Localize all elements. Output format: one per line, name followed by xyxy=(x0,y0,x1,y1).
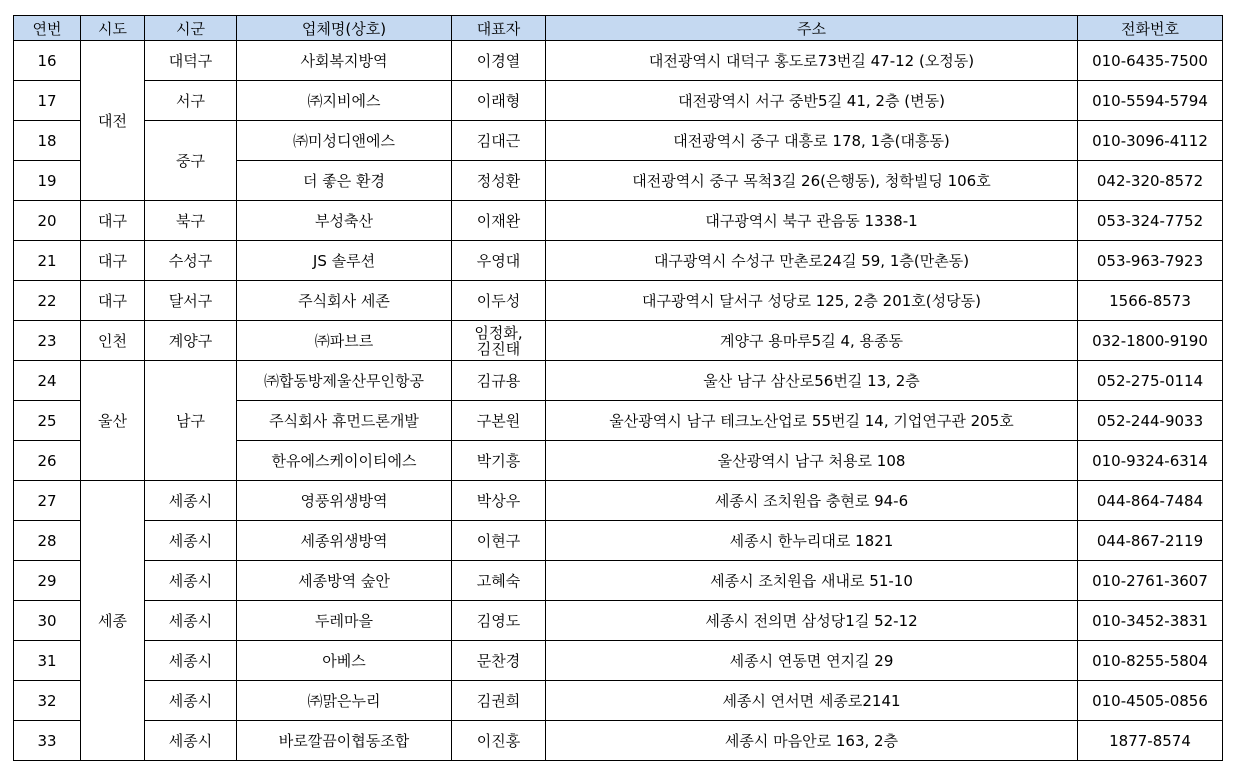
table-row xyxy=(14,81,1223,121)
cell-address: 대전광역시 중구 대흥로 178, 1층(대흥동) xyxy=(546,121,1078,161)
cell-company: 한유에스케이이티에스 xyxy=(237,441,452,481)
cell-address: 세종시 조치원읍 충현로 94-6 xyxy=(546,481,1078,521)
cell-rep: 박상우 xyxy=(452,481,546,521)
table-row xyxy=(14,521,1223,561)
cell-address: 대구광역시 달서구 성당로 125, 2층 201호(성당동) xyxy=(546,281,1078,321)
cell-no: 30 xyxy=(14,601,81,641)
cell-company: JS 솔루션 xyxy=(237,241,452,281)
cell-sigun: 세종시 xyxy=(145,641,237,681)
cell-rep: 우영대 xyxy=(452,241,546,281)
cell-phone: 010-3452-3831 xyxy=(1078,601,1223,641)
cell-phone: 053-963-7923 xyxy=(1078,241,1223,281)
table-row xyxy=(14,481,1223,521)
header-sido: 시도 xyxy=(81,16,145,41)
cell-rep: 이두성 xyxy=(452,281,546,321)
cell-address: 대전광역시 대덕구 홍도로73번길 47-12 (오정동) xyxy=(546,41,1078,81)
cell-phone: 010-2761-3607 xyxy=(1078,561,1223,601)
cell-company: ㈜미성디앤에스 xyxy=(237,121,452,161)
cell-no: 28 xyxy=(14,521,81,561)
cell-address: 세종시 전의면 삼성당1길 52-12 xyxy=(546,601,1078,641)
cell-no: 31 xyxy=(14,641,81,681)
table-row xyxy=(14,361,1223,401)
cell-rep: 김영도 xyxy=(452,601,546,641)
cell-sido: 울산 xyxy=(81,361,145,481)
table-row xyxy=(14,721,1223,761)
cell-address: 울산광역시 남구 처용로 108 xyxy=(546,441,1078,481)
cell-phone: 010-6435-7500 xyxy=(1078,41,1223,81)
header-row xyxy=(14,16,1223,41)
cell-company: 사회복지방역 xyxy=(237,41,452,81)
cell-address: 세종시 연서면 세종로2141 xyxy=(546,681,1078,721)
cell-company: ㈜합동방제울산무인항공 xyxy=(237,361,452,401)
cell-no: 17 xyxy=(14,81,81,121)
cell-sido: 인천 xyxy=(81,321,145,361)
cell-phone: 1877-8574 xyxy=(1078,721,1223,761)
cell-rep: 고혜숙 xyxy=(452,561,546,601)
cell-address: 대전광역시 중구 목척3길 26(은행동), 청학빌딩 106호 xyxy=(546,161,1078,201)
table-row xyxy=(14,681,1223,721)
cell-rep: 임정화, 김진태 xyxy=(452,321,546,361)
cell-company: ㈜지비에스 xyxy=(237,81,452,121)
cell-no: 21 xyxy=(14,241,81,281)
cell-company: 주식회사 휴먼드론개발 xyxy=(237,401,452,441)
cell-no: 22 xyxy=(14,281,81,321)
cell-address: 울산 남구 삼산로56번길 13, 2층 xyxy=(546,361,1078,401)
table-row xyxy=(14,41,1223,81)
cell-rep: 문찬경 xyxy=(452,641,546,681)
cell-no: 23 xyxy=(14,321,81,361)
cell-company: 아베스 xyxy=(237,641,452,681)
cell-sigun: 달서구 xyxy=(145,281,237,321)
cell-sigun: 북구 xyxy=(145,201,237,241)
header-company: 업체명(상호) xyxy=(237,16,452,41)
cell-no: 32 xyxy=(14,681,81,721)
cell-sigun: 세종시 xyxy=(145,681,237,721)
cell-company: 더 좋은 환경 xyxy=(237,161,452,201)
cell-phone: 010-3096-4112 xyxy=(1078,121,1223,161)
cell-sigun: 세종시 xyxy=(145,721,237,761)
cell-address: 계양구 용마루5길 4, 용종동 xyxy=(546,321,1078,361)
cell-company: ㈜파브르 xyxy=(237,321,452,361)
cell-sigun: 계양구 xyxy=(145,321,237,361)
cell-sigun: 세종시 xyxy=(145,521,237,561)
header-sigun: 시군 xyxy=(145,16,237,41)
cell-company: ㈜맑은누리 xyxy=(237,681,452,721)
cell-rep: 이래형 xyxy=(452,81,546,121)
cell-company: 세종위생방역 xyxy=(237,521,452,561)
cell-sigun: 남구 xyxy=(145,361,237,481)
cell-phone: 010-4505-0856 xyxy=(1078,681,1223,721)
cell-company: 부성축산 xyxy=(237,201,452,241)
cell-company: 세종방역 숲안 xyxy=(237,561,452,601)
cell-phone: 010-8255-5804 xyxy=(1078,641,1223,681)
cell-address: 세종시 마음안로 163, 2층 xyxy=(546,721,1078,761)
company-table xyxy=(13,15,1223,761)
cell-sigun: 세종시 xyxy=(145,601,237,641)
cell-no: 26 xyxy=(14,441,81,481)
cell-company: 영풍위생방역 xyxy=(237,481,452,521)
cell-rep: 김대근 xyxy=(452,121,546,161)
table-row xyxy=(14,561,1223,601)
cell-phone: 052-275-0114 xyxy=(1078,361,1223,401)
cell-sido: 세종 xyxy=(81,481,145,761)
header-phone: 전화번호 xyxy=(1078,16,1223,41)
cell-phone: 052-244-9033 xyxy=(1078,401,1223,441)
cell-no: 16 xyxy=(14,41,81,81)
cell-rep: 이재완 xyxy=(452,201,546,241)
cell-rep: 구본원 xyxy=(452,401,546,441)
cell-company: 주식회사 세존 xyxy=(237,281,452,321)
cell-rep: 이경열 xyxy=(452,41,546,81)
cell-address: 세종시 조치원읍 새내로 51-10 xyxy=(546,561,1078,601)
cell-address: 대구광역시 수성구 만촌로24길 59, 1층(만촌동) xyxy=(546,241,1078,281)
table-row xyxy=(14,241,1223,281)
cell-sigun: 수성구 xyxy=(145,241,237,281)
cell-sigun: 대덕구 xyxy=(145,41,237,81)
cell-rep: 박기흥 xyxy=(452,441,546,481)
cell-no: 25 xyxy=(14,401,81,441)
table-row xyxy=(14,281,1223,321)
cell-sido: 대구 xyxy=(81,241,145,281)
cell-no: 27 xyxy=(14,481,81,521)
cell-no: 29 xyxy=(14,561,81,601)
cell-address: 대전광역시 서구 중반5길 41, 2층 (변동) xyxy=(546,81,1078,121)
cell-no: 18 xyxy=(14,121,81,161)
cell-rep: 이진홍 xyxy=(452,721,546,761)
cell-phone: 044-864-7484 xyxy=(1078,481,1223,521)
table-row xyxy=(14,641,1223,681)
cell-sigun: 서구 xyxy=(145,81,237,121)
table-row xyxy=(14,201,1223,241)
table-row xyxy=(14,601,1223,641)
cell-rep: 김권희 xyxy=(452,681,546,721)
cell-address: 세종시 한누리대로 1821 xyxy=(546,521,1078,561)
cell-phone: 010-9324-6314 xyxy=(1078,441,1223,481)
cell-sido: 대전 xyxy=(81,41,145,201)
cell-company: 두레마을 xyxy=(237,601,452,641)
table-row xyxy=(14,121,1223,161)
cell-sigun: 세종시 xyxy=(145,481,237,521)
cell-phone: 053-324-7752 xyxy=(1078,201,1223,241)
cell-address: 울산광역시 남구 테크노산업로 55번길 14, 기업연구관 205호 xyxy=(546,401,1078,441)
cell-no: 20 xyxy=(14,201,81,241)
cell-rep: 이현구 xyxy=(452,521,546,561)
header-address: 주소 xyxy=(546,16,1078,41)
cell-phone: 010-5594-5794 xyxy=(1078,81,1223,121)
cell-no: 24 xyxy=(14,361,81,401)
header-rep: 대표자 xyxy=(452,16,546,41)
cell-company: 바로깔끔이협동조합 xyxy=(237,721,452,761)
cell-no: 19 xyxy=(14,161,81,201)
cell-sigun: 중구 xyxy=(145,121,237,201)
cell-phone: 1566-8573 xyxy=(1078,281,1223,321)
cell-phone: 032-1800-9190 xyxy=(1078,321,1223,361)
cell-phone: 044-867-2119 xyxy=(1078,521,1223,561)
cell-rep: 정성환 xyxy=(452,161,546,201)
cell-sido: 대구 xyxy=(81,201,145,241)
table-row xyxy=(14,321,1223,361)
cell-phone: 042-320-8572 xyxy=(1078,161,1223,201)
cell-no: 33 xyxy=(14,721,81,761)
cell-address: 대구광역시 북구 관음동 1338-1 xyxy=(546,201,1078,241)
cell-rep: 김규용 xyxy=(452,361,546,401)
cell-sido: 대구 xyxy=(81,281,145,321)
cell-address: 세종시 연동면 연지길 29 xyxy=(546,641,1078,681)
header-no: 연번 xyxy=(14,16,81,41)
cell-sigun: 세종시 xyxy=(145,561,237,601)
